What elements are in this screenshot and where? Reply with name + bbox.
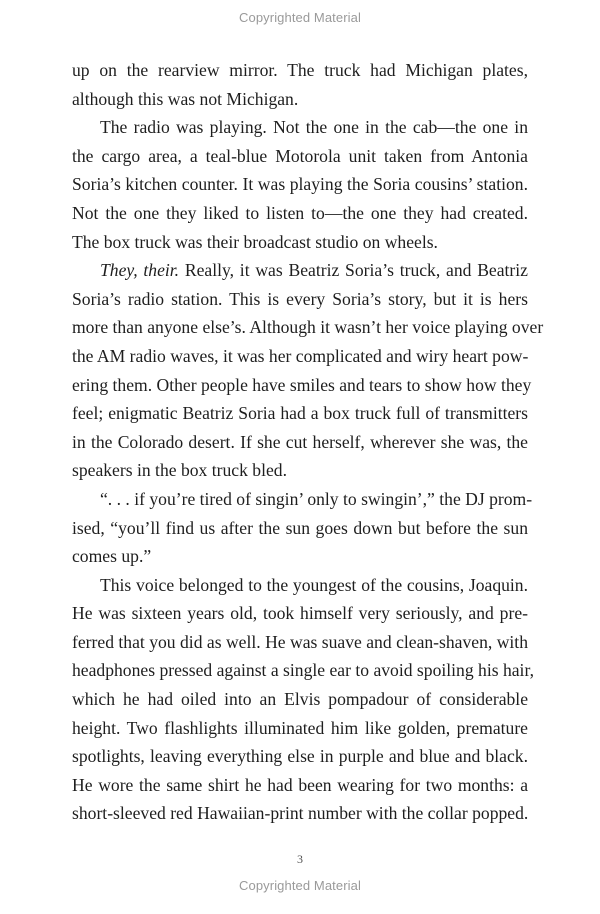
text-line: headphones pressed against a single ear to avoid spoiling his hair, bbox=[72, 660, 534, 681]
paragraph bbox=[72, 571, 534, 828]
copyright-watermark-bottom: Copyrighted Material bbox=[239, 878, 361, 893]
text-line: ised, “you’ll find us after the sun goes down but before the sun bbox=[72, 517, 528, 538]
text-line: the cargo area, a teal-blue Motorola unit taken from Antonia bbox=[72, 145, 528, 166]
text-line: ferred that you did as well. He was suave and clean-shaven, with bbox=[72, 631, 528, 652]
text-line: more than anyone else’s. Although it wasn’t her voice playing over bbox=[72, 317, 544, 338]
paragraph bbox=[72, 113, 528, 256]
page-number: 3 bbox=[297, 852, 303, 866]
text-line: ering them. Other people have smiles and tears to show how they bbox=[72, 374, 532, 395]
text-line: This voice belonged to the youngest of the cousins, Joaquin. bbox=[100, 574, 528, 595]
text-line: He wore the same shirt he had been wearing for two months: a bbox=[72, 774, 528, 795]
copyright-watermark-top: Copyrighted Material bbox=[239, 10, 361, 25]
text-line: spotlights, leaving everything else in purple and blue and black. bbox=[72, 746, 528, 767]
text-line: comes up.” bbox=[72, 546, 152, 567]
text-line: height. Two flashlights illuminated him like golden, premature bbox=[72, 717, 528, 738]
text-line: feel; enigmatic Beatriz Soria had a box truck full of transmitters bbox=[72, 403, 528, 424]
text-line: the AM radio waves, it was her complicated and wiry heart pow- bbox=[72, 345, 529, 366]
text-line: which he had oiled into an Elvis pompadour of considerable bbox=[72, 689, 528, 710]
text-line: up on the rearview mirror. The truck had Michigan plates, bbox=[72, 60, 528, 80]
paragraph bbox=[72, 56, 528, 113]
text-line: short-sleeved red Hawaiian-print number with the collar popped. bbox=[72, 803, 529, 824]
text-line: The box truck was their broadcast studio on wheels. bbox=[72, 231, 438, 252]
text-line: He was sixteen years old, took himself very seriously, and pre- bbox=[72, 603, 528, 624]
text-line: The radio was playing. Not the one in the cab—the one in bbox=[100, 117, 528, 138]
page-text bbox=[72, 56, 544, 828]
paragraph bbox=[72, 256, 544, 485]
text-line: in the Colorado desert. If she cut herself, wherever she was, the bbox=[72, 431, 528, 452]
text-line: Not the one they liked to listen to—the one they had created. bbox=[72, 202, 528, 223]
text-line: speakers in the box truck bled. bbox=[72, 460, 287, 481]
text-line bbox=[72, 256, 528, 285]
text-line-rest: Really, it was Beatriz Soria’s truck, and Beatriz bbox=[179, 260, 528, 281]
paragraph bbox=[72, 485, 533, 571]
text-line: Soria’s kitchen counter. It was playing the Soria cousins’ station. bbox=[72, 174, 528, 195]
italic-lead: They, their. bbox=[100, 260, 180, 281]
text-line: “. . . if you’re tired of singin’ only to swingin’,” the DJ prom- bbox=[100, 488, 533, 509]
text-line: although this was not Michigan. bbox=[72, 88, 299, 109]
text-line: Soria’s radio station. This is every Soria’s story, but it is hers bbox=[72, 288, 528, 309]
